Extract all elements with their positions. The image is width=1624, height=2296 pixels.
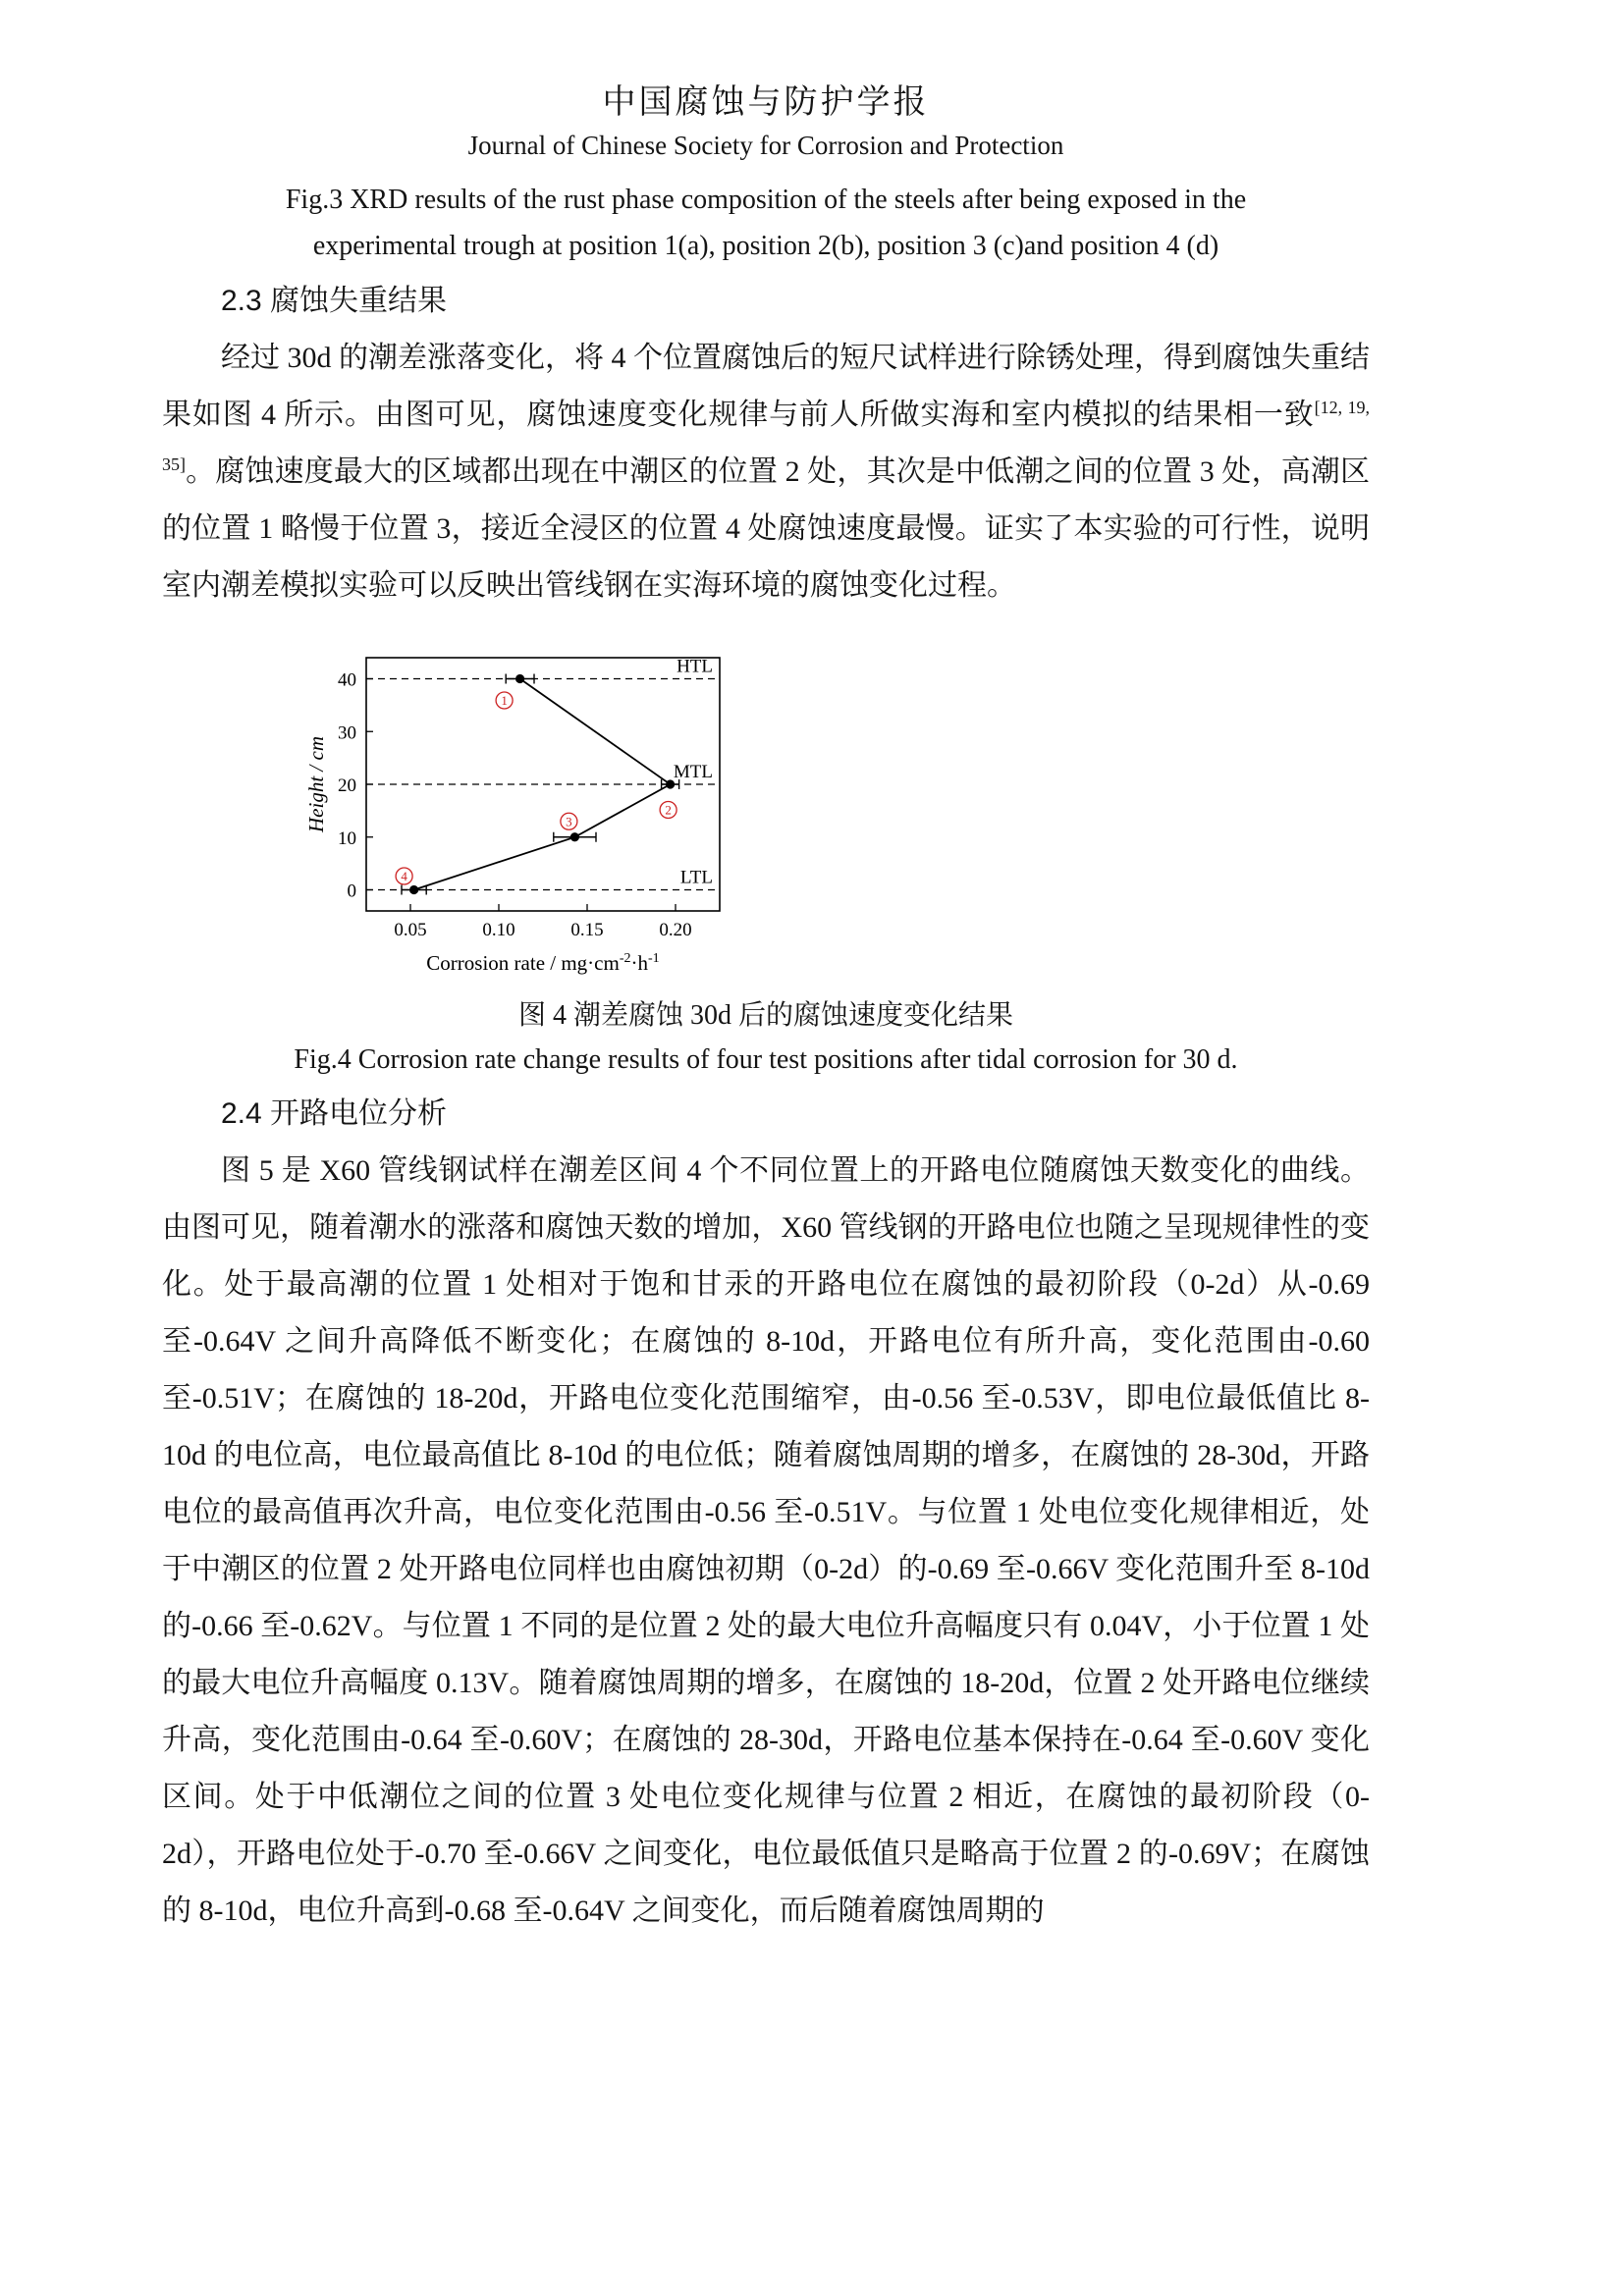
section-heading-2-4: 2.4 开路电位分析 — [221, 1097, 448, 1130]
data-point-1 — [515, 674, 524, 683]
x-tick-label: 0.15 — [570, 920, 604, 940]
position-marker-number-3: 3 — [566, 814, 572, 829]
journal-title-cn: 中国腐蚀与防护学报 — [602, 84, 930, 121]
paragraph-open-circuit-potential: 图 5 是 X60 管线钢试样在潮差区间 4 个不同位置上的开路电位随腐蚀天数变化的曲线。由图可见，随着潮水的涨落和腐蚀天数的增加，X60 管线钢的开路电位也随之呈现规律性的变化。处于最高潮的位置 1 处相对于饱和甘汞的开路电位在腐蚀的最初阶段（0-2d）从-0.69 至-0.64V 之间升高降低不断变化；在腐蚀的 8-10d，开路电位有所升高，变化范围由-0.60 至-0.51V；在腐蚀的 18-20d，开路电位变化范围缩窄，由-0.56 至-0.53V，即电位最低值比 8-10d 的电位高，电位最高值比 8-10d 的电位低；随着腐蚀周期的增多，在腐蚀的 28-30d，开路电位的最高值再次升高，电位变化范围由-0.56 至-0.51V。与位置 1 处电位变化规律相近，处于中潮区的位置 2 处开路电位同样也由腐蚀初期（0-2d）的-0.69 至-0.66V 变化范围升至 8-10d 的-0.66 至-0.62V。与位置 1 不同的是位置 2 处的最大电位升高幅度只有 0.04V，小于位置 1 处的最大电位升高幅度 0.13V。随着腐蚀周期的增多，在腐蚀的 18-20d，位置 2 处开路电位继续升高，变化范围由-0.64 至-0.60V；在腐蚀的 28-30d，开路电位基本保持在-0.64 至-0.60V 变化区间。处于中低潮位之间的位置 3 处电位变化规律与位置 2 相近，在腐蚀的最初阶段（0-2d），开路电位处于-0.70 至-0.66V 之间变化，电位最低值只是略高于位置 2 的-0.69V；在腐蚀的 8-10d，电位升高到-0.68 至-0.64V 之间变化，而后随着腐蚀周期的 — [162, 1154, 1370, 1927]
figure3-caption-line-2: experimental trough at position 1(a), position 2(b), position 3 (c)and position 4 (d) — [312, 231, 1219, 261]
corrosion-rate-chart-wrap — [299, 644, 743, 989]
data-point-4 — [409, 885, 418, 894]
x-tick-label: 0.10 — [482, 920, 515, 940]
x-tick-label: 0.20 — [659, 920, 692, 940]
data-point-3 — [570, 832, 579, 841]
y-tick-label: 40 — [338, 669, 356, 691]
figure4-caption-cn: 图 4 潮差腐蚀 30d 后的腐蚀速度变化结果 — [517, 1000, 1013, 1031]
paper-page — [162, 75, 1370, 1940]
y-axis-title: Height / cm — [304, 736, 328, 832]
figure4-caption — [162, 993, 1370, 1082]
reference-label-mtl: MTL — [673, 762, 713, 782]
journal-header — [162, 75, 1370, 161]
corrosion-rate-chart — [299, 644, 743, 989]
position-marker-number-4: 4 — [401, 869, 407, 883]
figure3-caption-line-1: Fig.3 XRD results of the rust phase composition of the steels after being exposed in the — [285, 185, 1247, 215]
section-heading-2-3: 2.3 腐蚀失重结果 — [221, 285, 448, 317]
position-marker-number-2: 2 — [665, 802, 672, 818]
journal-title-en: Journal of Chinese Society for Corrosion and Protection — [467, 131, 1064, 160]
position-marker-number-1: 1 — [501, 693, 508, 708]
reference-label-ltl: LTL — [679, 867, 713, 888]
figure3-caption — [162, 177, 1370, 269]
figure4-caption-en: Fig.4 Corrosion rate change results of four test positions after tidal corrosion for 30 d. — [294, 1044, 1238, 1075]
y-tick-label: 30 — [338, 722, 356, 744]
citation-reference: [12, 19, 35] — [162, 398, 1370, 474]
paragraph-weight-loss-results — [162, 330, 1370, 614]
x-axis-title: Corrosion rate / $mg\cdot cm^{-2}\cdot h^{-1}$ — [426, 951, 660, 975]
paragraph-text-after-citation: 。腐蚀速度最大的区域都出现在中潮区的位置 2 处，其次是中低潮之间的位置 3 处，高潮区的位置 1 略慢于位置 3，接近全浸区的位置 4 处腐蚀速度最慢。证实了本实验的可行性，说明室内潮差模拟实验可以反映出管线钢在实海环境的腐蚀变化过程。 — [162, 455, 1370, 602]
reference-label-htl: HTL — [677, 656, 713, 677]
paragraph-text-before-citation: 经过 30d 的潮差涨落变化，将 4 个位置腐蚀后的短尺试样进行除锈处理，得到腐蚀失重结果如图 4 所示。由图可见，腐蚀速度变化规律与前人所做实海和室内模拟的结果相一致 — [162, 342, 1370, 431]
y-tick-label: 0 — [347, 881, 356, 902]
data-point-2 — [666, 779, 675, 788]
y-tick-label: 20 — [338, 775, 356, 796]
x-tick-label: 0.05 — [394, 920, 427, 940]
figure4 — [162, 644, 1370, 1082]
y-tick-label: 10 — [338, 828, 356, 849]
